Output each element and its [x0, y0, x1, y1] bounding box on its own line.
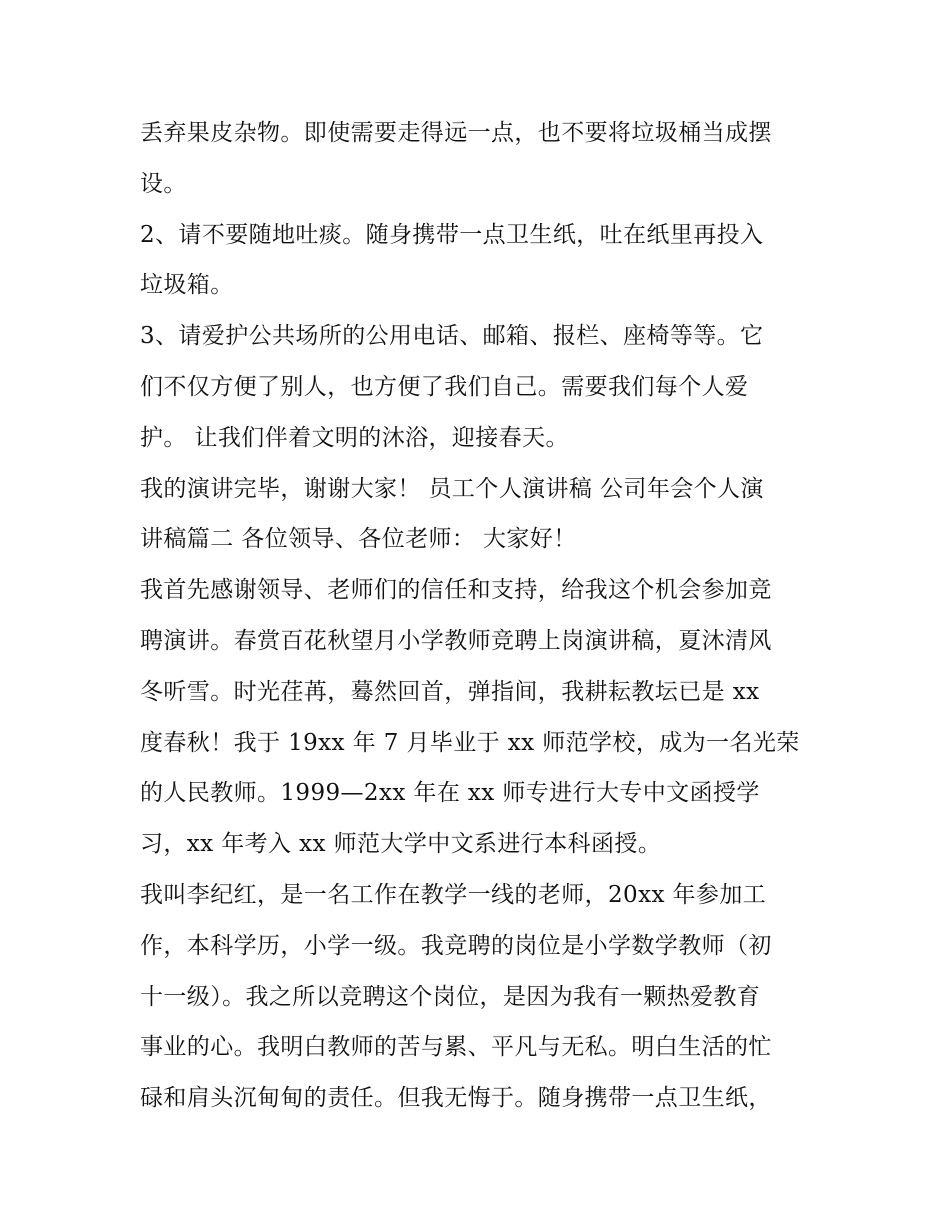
text-line: 冬听雪。时光荏苒，蓦然回首，弹指间，我耕耘教坛已是 xx: [140, 678, 760, 705]
text-line: 护。 让我们伴着文明的沐浴，迎接春天。: [140, 424, 569, 451]
text-line: 碌和肩头沉甸甸的责任。但我无悔于。随身携带一点卫生纸，: [140, 1085, 772, 1112]
text-line: 事业的心。我明白教师的苦与累、平凡与无私。明白生活的忙: [140, 1034, 772, 1061]
text-line: 我首先感谢领导、老师们的信任和支持，给我这个机会参加竞: [140, 577, 772, 604]
text-line: 习，xx 年考入 xx 师范大学中文系进行本科函授。: [140, 831, 662, 858]
text-line: 3、请爱护公共场所的公用电话、邮箱、报栏、座椅等等。它: [140, 323, 764, 350]
text-line: 2、请不要随地吐痰。随身携带一点卫生纸，吐在纸里再投入: [140, 221, 764, 248]
text-line: 度春秋！我于 19xx 年 7 月毕业于 xx 师范学校，成为一名光荣: [140, 729, 800, 756]
text-line: 我的演讲完毕，谢谢大家！ 员工个人演讲稿 公司年会个人演: [140, 475, 764, 502]
text-line: 们不仅方便了别人，也方便了我们自己。需要我们每个人爱: [140, 373, 749, 400]
text-line: 作，本科学历，小学一级。我竞聘的岗位是小学数学教师（初: [140, 932, 772, 959]
text-line: 聘演讲。春赏百花秋望月小学教师竞聘上岗演讲稿，夏沐清风: [140, 627, 772, 654]
text-line: 我叫李纪红，是一名工作在教学一线的老师，20xx 年参加工: [140, 881, 767, 908]
document-body: [140, 108, 820, 1124]
text-line: 丢弃果皮杂物。即使需要走得远一点，也不要将垃圾桶当成摆: [140, 120, 772, 146]
text-line: 讲稿篇二 各位领导、各位老师： 大家好！: [140, 526, 577, 553]
text-line: 十一级）。我之所以竞聘这个岗位，是因为我有一颗热爱教育: [140, 983, 761, 1010]
text-line: 设。: [140, 170, 187, 197]
text-line: 垃圾箱。: [140, 272, 234, 299]
text-line: 的人民教师。1999—2xx 年在 xx 师专进行大专中文函授学: [140, 780, 760, 807]
